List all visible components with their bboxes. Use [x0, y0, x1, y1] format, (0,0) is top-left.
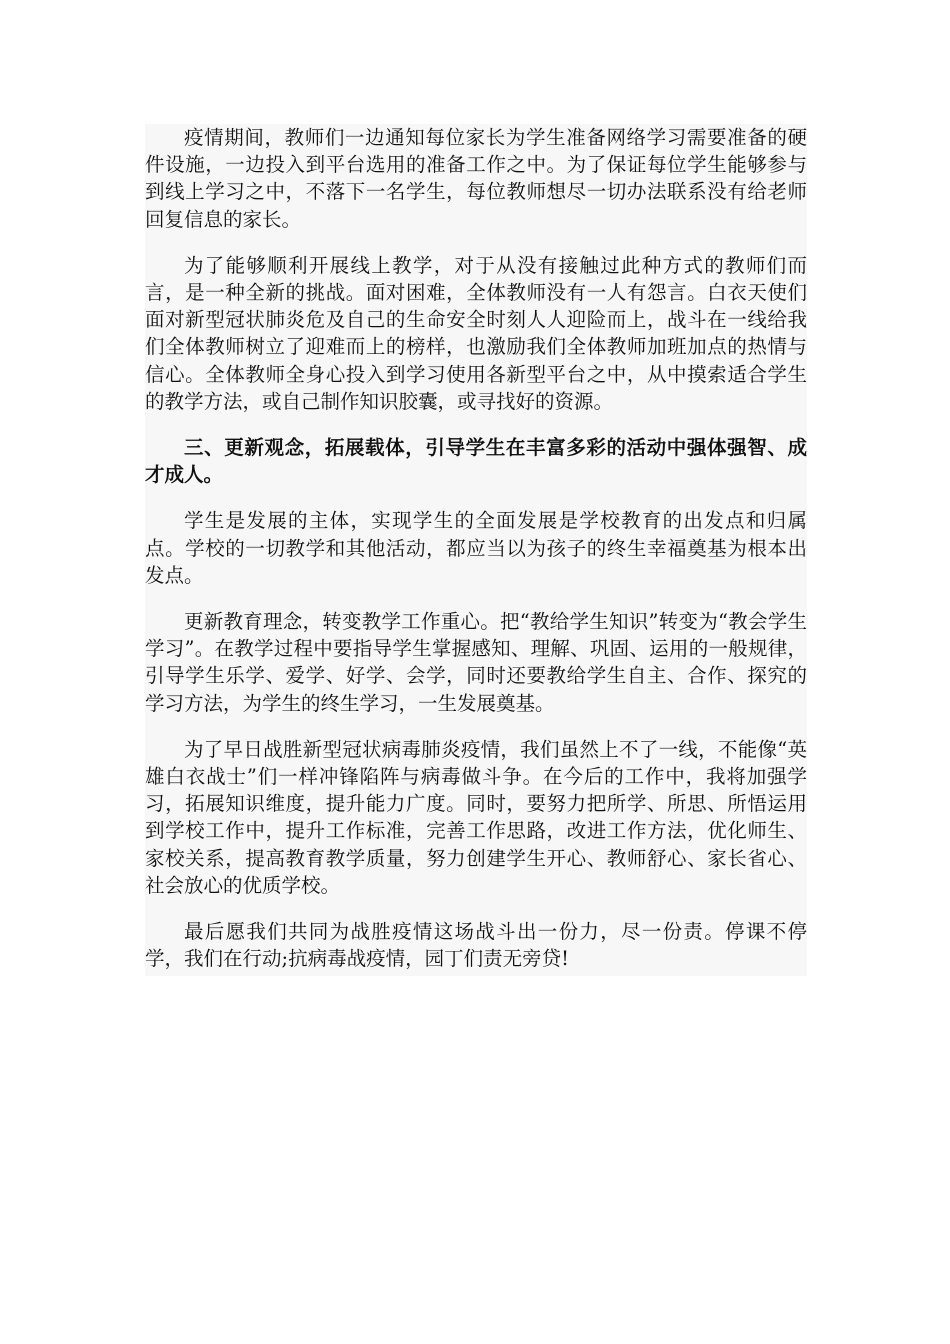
paragraph-teacher-preparation: 疫情期间，教师们一边通知每位家长为学生准备网络学习需要准备的硬件设施，一边投入到平台选用的准备工作之中。为了保证每位学生能够参与到线上学习之中，不落下一名学生，每位教师想尽一切办法联系没有给老师回复信息的家长。 [145, 126, 807, 231]
paragraph-education-concept: 更新教育理念，转变教学工作重心。把“教给学生知识”转变为“教会学生学习”。在教学过程中要指导学生掌握感知、理解、巩固、运用的一般规律，引导学生乐学、爱学、好学、会学，同时还要教给学生自主、合作、探究的学习方法，为学生的终生学习，一生发展奠基。 [145, 610, 807, 715]
text-block [145, 124, 807, 976]
section-heading-three: 三、更新观念，拓展载体，引导学生在丰富多彩的活动中强体强智、成才成人。 [145, 436, 807, 487]
paragraph-online-teaching-challenge: 为了能够顺利开展线上教学，对于从没有接触过此种方式的教师们而言，是一种全新的挑战。面对困难，全体教师没有一人有怨言。白衣天使们面对新型冠状肺炎危及自己的生命安全时刻人人迎险而上，战斗在一线给我们全体教师树立了迎难而上的榜样，也激励我们全体教师加班加点的热情与信心。全体教师全身心投入到学习使用各新型平台之中，从中摸索适合学生的教学方法，或自己制作知识胶囊，或寻找好的资源。 [145, 253, 807, 413]
paragraph-fight-epidemic: 为了早日战胜新型冠状病毒肺炎疫情，我们虽然上不了一线，不能像“英雄白衣战士”们一样冲锋陷阵与病毒做斗争。在今后的工作中，我将加强学习，拓展知识维度，提升能力广度。同时，要努力把所学、所思、所悟运用到学校工作中，提升工作标准，完善工作思路，改进工作方法，优化师生、家校关系，提高教育教学质量，努力创建学生开心、教师舒心、家长省心、社会放心的优质学校。 [145, 737, 807, 897]
paragraph-student-development: 学生是发展的主体，实现学生的全面发展是学校教育的出发点和归属点。学校的一切教学和其他活动，都应当以为孩子的终生幸福奠基为根本出发点。 [145, 509, 807, 587]
paragraph-closing: 最后愿我们共同为战胜疫情这场战斗出一份力，尽一份责。停课不停学，我们在行动;抗病毒战疫情，园丁们责无旁贷! [145, 920, 807, 971]
